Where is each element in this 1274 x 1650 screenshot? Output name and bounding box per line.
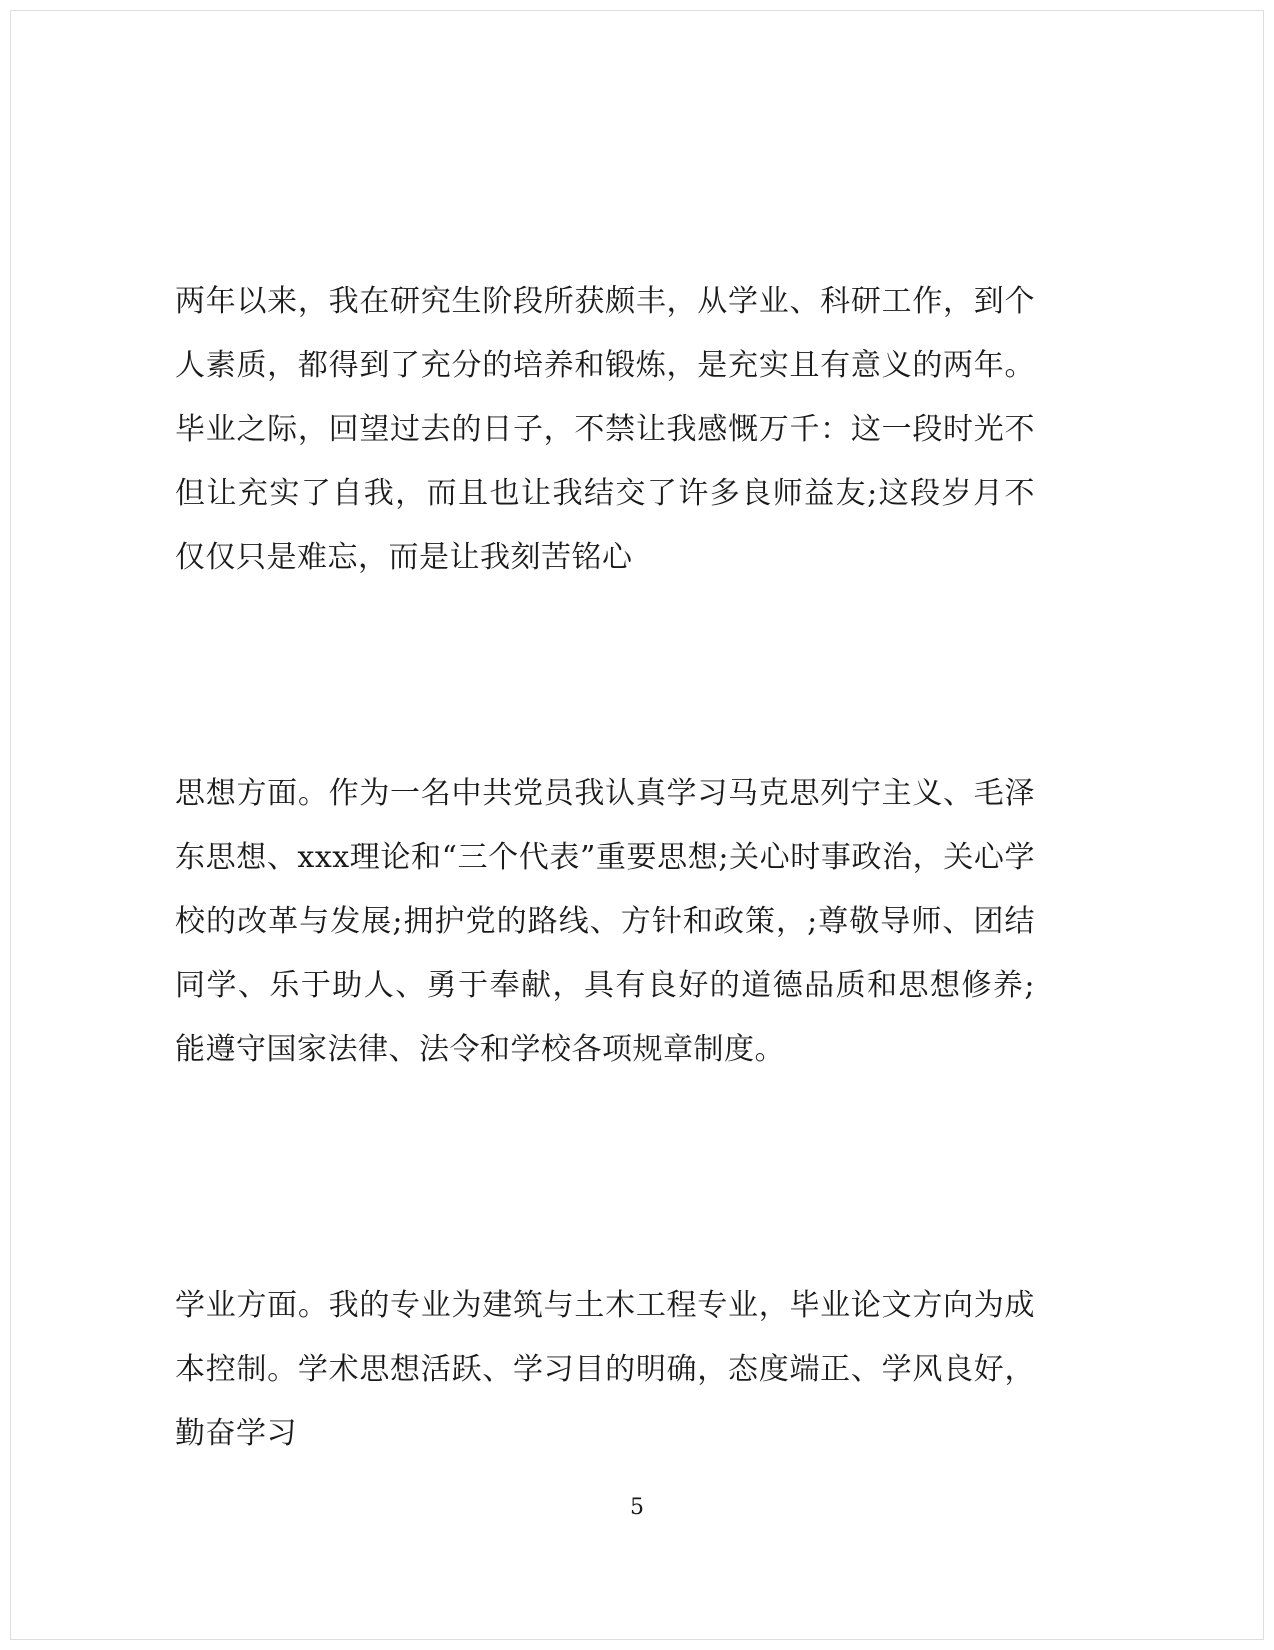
paragraph-spacer-1 [175,590,1035,762]
paragraph-spacer-2 [175,1082,1035,1274]
paragraph-2: 思想方面。作为一名中共党员我认真学习马克思列宁主义、毛泽东思想、xxx理论和“三个代表”重要思想;关心时事政治，关心学校的改革与发展;拥护党的路线、方针和政策，;尊敬导师、团结同学、乐于助人、勇于奉献，具有良好的道德品质和思想修养;能遵守国家法律、法令和学校各项规章制度。 [175,776,1035,1067]
paragraph-3: 学业方面。我的专业为建筑与土木工程专业，毕业论文方向为成本控制。学术思想活跃、学习目的明确，态度端正、学风良好，勤奋学习 [175,1288,1035,1451]
page-number: 5 [630,1495,644,1520]
document-body [175,270,1035,1466]
paragraph-1: 两年以来，我在研究生阶段所获颇丰，从学业、科研工作，到个人素质，都得到了充分的培养和锻炼，是充实且有意义的两年。毕业之际，回望过去的日子，不禁让我感慨万千：这一段时光不但让充实了自我，而且也让我结交了许多良师益友;这段岁月不仅仅只是难忘，而是让我刻苦铭心 [175,284,1035,575]
